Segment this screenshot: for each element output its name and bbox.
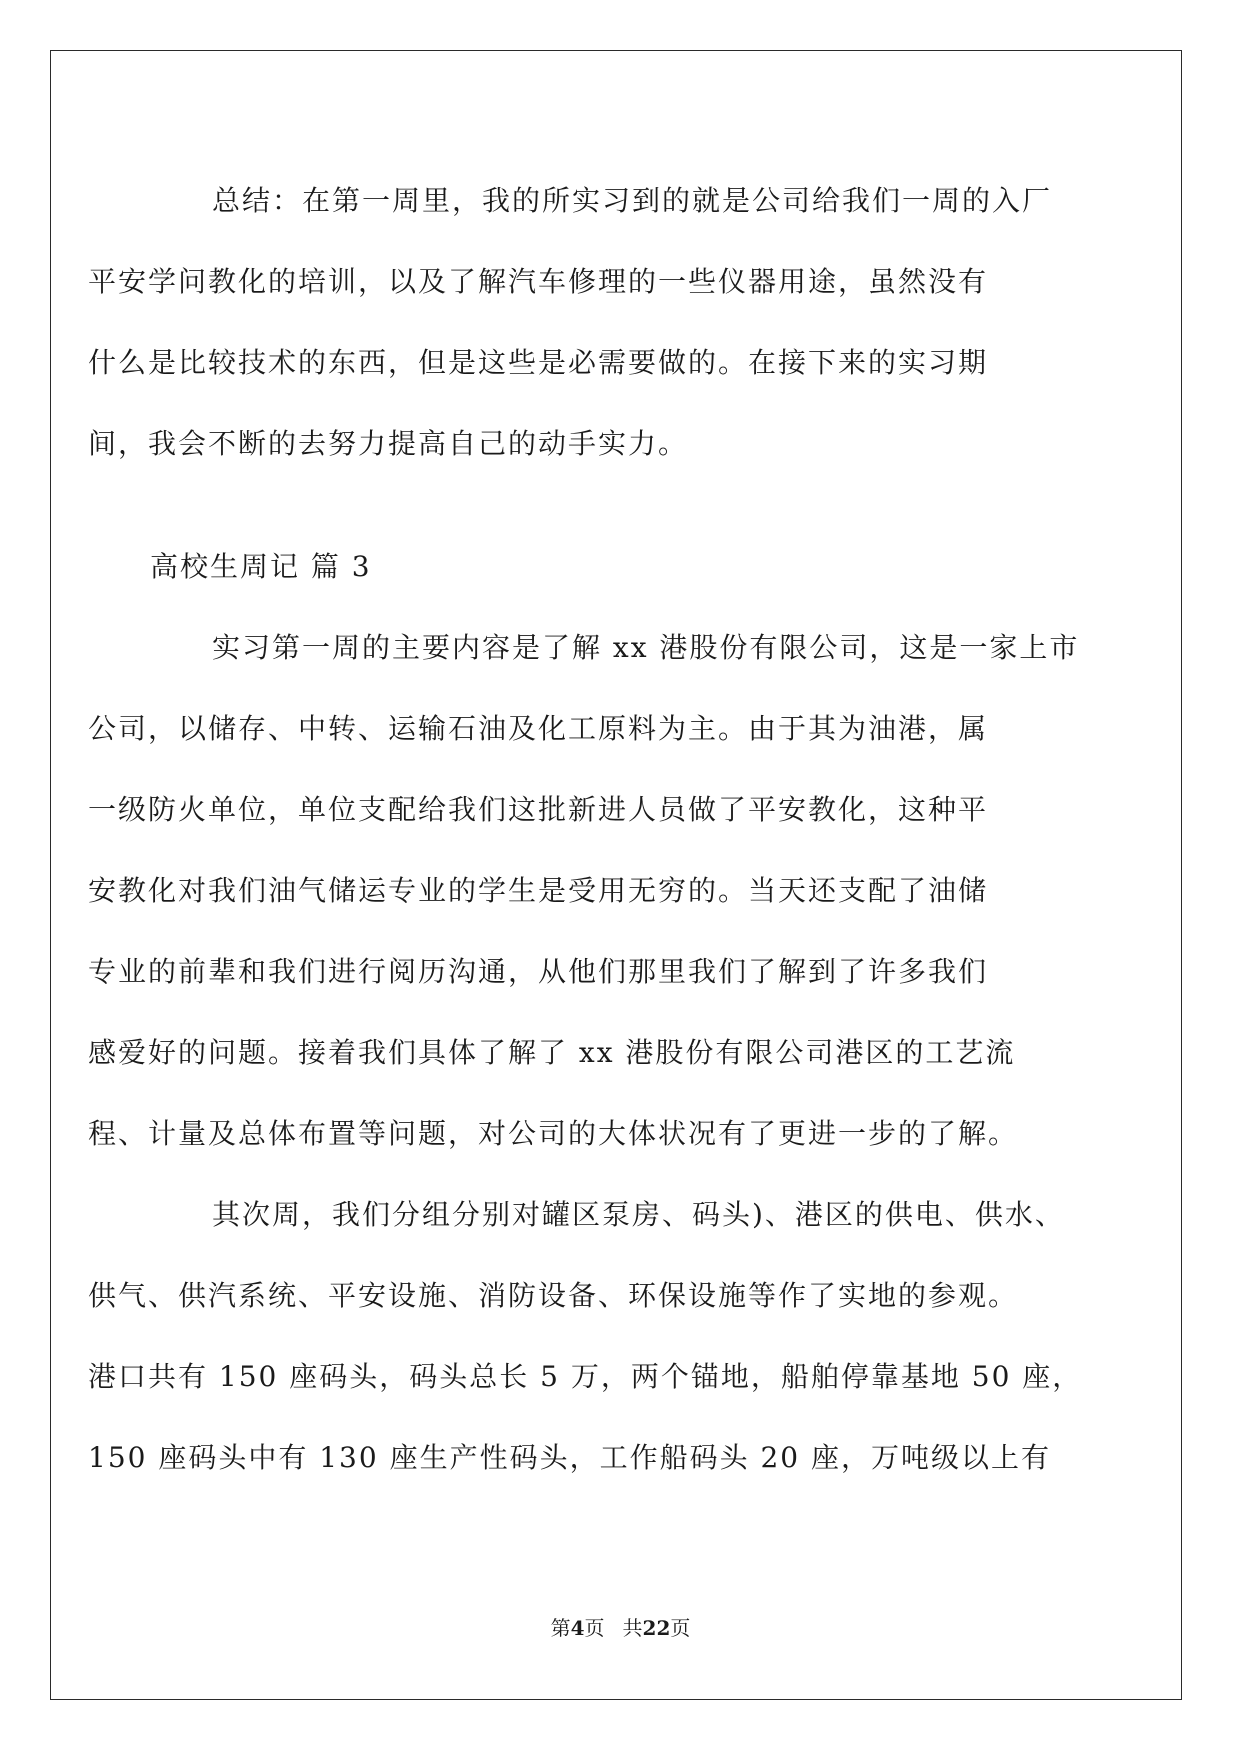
total-pages: 22: [642, 1616, 671, 1640]
text-line: 一级防火单位，单位支配给我们这批新进人员做了平安教化，这种平: [88, 793, 989, 826]
text-line: 平安学问教化的培训，以及了解汽车修理的一些仪器用途，虽然没有: [88, 265, 989, 298]
text-line: 港口共有 150 座码头，码头总长 5 万，两个锚地，船舶停靠基地 50 座，: [88, 1360, 1083, 1393]
text-line: 间，我会不断的去努力提高自己的动手实力。: [88, 427, 689, 460]
text-line: 安教化对我们油气储运专业的学生是受用无穷的。当天还支配了油储: [88, 874, 989, 907]
page-label-prefix: 第: [550, 1616, 571, 1640]
text-line: 什么是比较技术的东西，但是这些是必需要做的。在接下来的实习期: [88, 346, 989, 379]
total-label-prefix: 共: [622, 1616, 643, 1640]
total-label-suffix: 页: [670, 1616, 691, 1640]
paragraph-week-two: [88, 1174, 1090, 1498]
text-line: 其次周，我们分组分别对罐区泵房、码头)、港区的供电、供水、: [212, 1198, 1065, 1231]
paragraph-summary: [88, 160, 1090, 484]
text-line: 感爱好的问题。接着我们具体了解了 xx 港股份有限公司港区的工艺流: [88, 1036, 1016, 1069]
text-line: 实习第一周的主要内容是了解 xx 港股份有限公司，这是一家上市: [212, 631, 1080, 664]
text-line: 公司，以储存、中转、运输石油及化工原料为主。由于其为油港，属: [88, 712, 989, 745]
document-body: [88, 160, 1090, 1498]
paragraph-week-one: [88, 607, 1090, 1174]
text-line: 专业的前辈和我们进行阅历沟通，从他们那里我们了解到了许多我们: [88, 955, 989, 988]
text-line: 150 座码头中有 130 座生产性码头，工作船码头 20 座，万吨级以上有: [88, 1441, 1052, 1474]
text-line: 供气、供汽系统、平安设施、消防设备、环保设施等作了实地的参观。: [88, 1279, 1019, 1312]
page-label-suffix: 页: [584, 1616, 605, 1640]
page-footer: [0, 1612, 1241, 1641]
text-line: 总结：在第一周里，我的所实习到的就是公司给我们一周的入厂: [212, 184, 1053, 217]
text-line: 程、计量及总体布置等问题，对公司的大体状况有了更进一步的了解。: [88, 1117, 1019, 1150]
page-number: 4: [570, 1616, 585, 1640]
section-heading: 高校生周记 篇 3: [150, 550, 372, 583]
